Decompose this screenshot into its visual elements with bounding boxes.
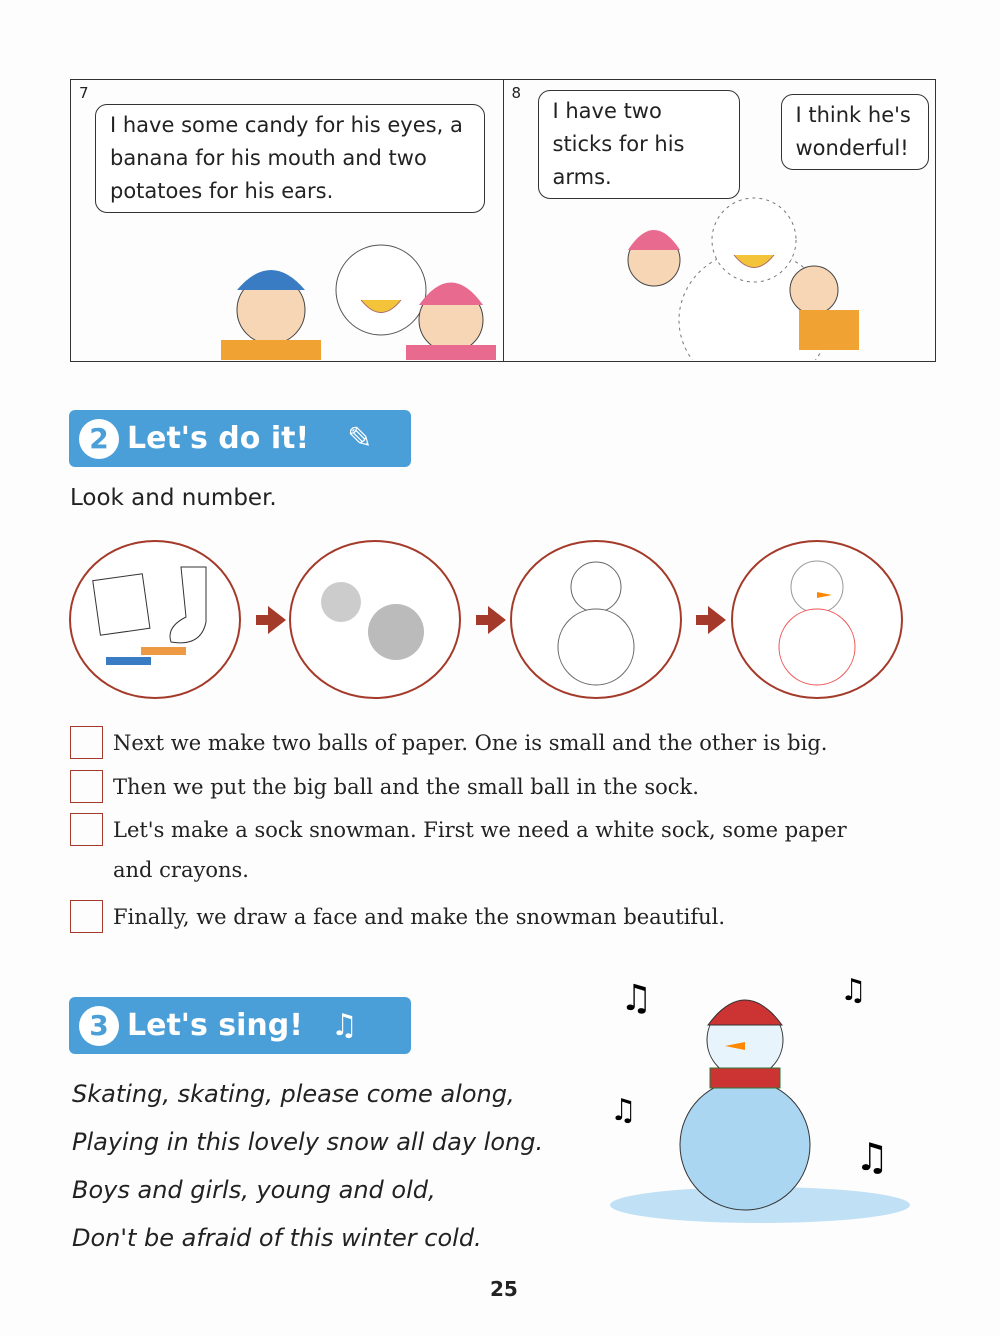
children-snowman-illustration bbox=[201, 230, 501, 360]
section-2-banner bbox=[69, 410, 411, 467]
lyric-line: Skating, skating, please come along, bbox=[72, 1080, 515, 1108]
music-note-icon: ♫ bbox=[840, 973, 867, 1008]
music-note-icon: ♫ bbox=[855, 1135, 890, 1179]
step-image-paper-balls bbox=[289, 540, 461, 699]
instruction: Look and number. bbox=[70, 485, 277, 511]
lyric-line: Don't be afraid of this winter cold. bbox=[72, 1224, 482, 1252]
lyric-line: Boys and girls, young and old, bbox=[72, 1176, 436, 1204]
page-number: 25 bbox=[490, 1277, 518, 1301]
song-lyrics bbox=[72, 1070, 543, 1262]
task-item bbox=[70, 810, 870, 890]
speech-bubble: I have some candy for his eyes, a banana for his mouth and two potatoes for his ears. bbox=[95, 104, 485, 213]
arrow-icon bbox=[268, 606, 286, 634]
step-image-sock-balls bbox=[510, 540, 682, 699]
music-icon: ♫ bbox=[330, 1008, 358, 1043]
arrow-icon bbox=[708, 606, 726, 634]
section-3-banner bbox=[69, 997, 411, 1054]
task-text: Then we put the big ball and the small ball in the sock. bbox=[113, 775, 699, 799]
section-title: Let's do it! bbox=[127, 421, 310, 456]
task-text: Let's make a sock snowman. First we need a white sock, some paper and crayons. bbox=[113, 818, 847, 882]
speech-bubble: I have two sticks for his arms. bbox=[538, 90, 740, 199]
comic-strip bbox=[70, 79, 936, 362]
comic-panel-8 bbox=[504, 80, 936, 361]
section-number: 3 bbox=[79, 1006, 119, 1046]
task-text: Next we make two balls of paper. One is small and the other is big. bbox=[113, 731, 828, 755]
comic-panel-7 bbox=[71, 80, 504, 361]
panel-number: 7 bbox=[79, 84, 89, 102]
number-answer-box[interactable] bbox=[70, 900, 103, 933]
number-answer-box[interactable] bbox=[70, 770, 103, 803]
section-title: Let's sing! bbox=[127, 1008, 303, 1043]
children-snowman-illustration bbox=[584, 180, 924, 360]
music-note-icon: ♫ bbox=[610, 1093, 637, 1128]
lyric-line: Playing in this lovely snow all day long. bbox=[72, 1128, 544, 1156]
step-image-sock-snowman bbox=[731, 540, 903, 699]
task-item bbox=[70, 723, 827, 763]
number-answer-box[interactable] bbox=[70, 726, 103, 759]
speech-bubble: I think he's wonderful! bbox=[781, 94, 929, 170]
task-item bbox=[70, 767, 699, 807]
section-number: 2 bbox=[79, 419, 119, 459]
music-note-icon: ♫ bbox=[620, 978, 653, 1019]
panel-number: 8 bbox=[511, 84, 522, 102]
task-text: Finally, we draw a face and make the snowman beautiful. bbox=[113, 905, 726, 929]
pencil-icon: ✎ bbox=[347, 421, 373, 456]
arrow-icon bbox=[488, 606, 506, 634]
number-answer-box[interactable] bbox=[70, 813, 103, 846]
step-image-materials bbox=[69, 540, 241, 699]
singing-snowman-illustration bbox=[600, 970, 940, 1230]
task-item bbox=[70, 897, 725, 937]
